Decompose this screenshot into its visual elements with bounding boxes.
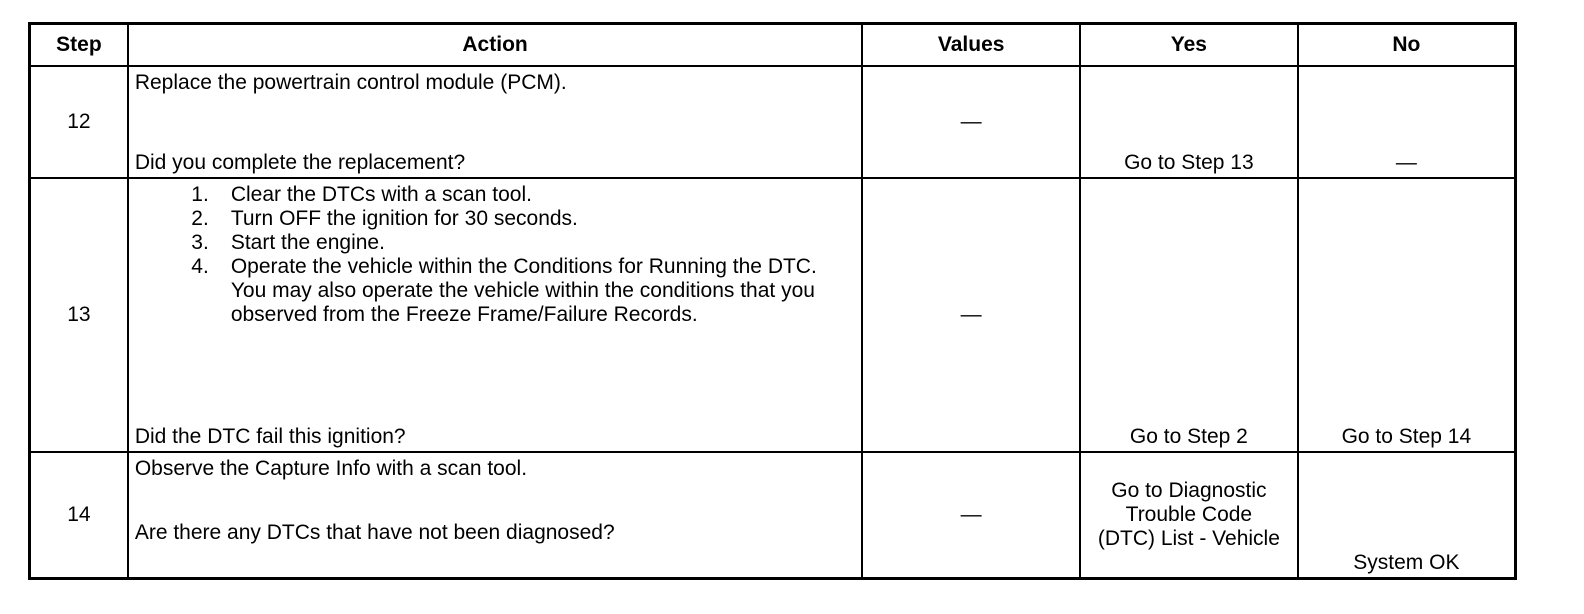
action-instruction: Replace the powertrain control module (PCM). bbox=[134, 71, 567, 94]
step-number: 14 bbox=[30, 452, 128, 579]
header-no: No bbox=[1298, 24, 1516, 67]
list-item: Clear the DTCs with a scan tool. bbox=[230, 183, 532, 206]
table-row bbox=[30, 66, 1516, 178]
step-number: 12 bbox=[30, 66, 128, 178]
header-values: Values bbox=[862, 24, 1080, 67]
no-cell: — bbox=[1298, 66, 1516, 178]
header-action: Action bbox=[128, 24, 862, 67]
header-row bbox=[30, 24, 1516, 67]
step-number: 13 bbox=[30, 178, 128, 452]
action-cell bbox=[128, 66, 862, 178]
yes-cell: Go to Step 13 bbox=[1080, 66, 1298, 178]
no-cell: Go to Step 14 bbox=[1298, 178, 1516, 452]
action-cell bbox=[128, 178, 862, 452]
header-step: Step bbox=[30, 24, 128, 67]
action-instruction: Observe the Capture Info with a scan tool. bbox=[134, 457, 528, 480]
list-item: Turn OFF the ignition for 30 seconds. bbox=[230, 207, 578, 230]
table-row bbox=[30, 178, 1516, 452]
values-cell: — bbox=[862, 452, 1080, 579]
action-question: Did you complete the replacement? bbox=[134, 151, 466, 174]
action-steps-list bbox=[135, 183, 855, 327]
list-item: Start the engine. bbox=[230, 231, 385, 254]
no-cell: System OK bbox=[1298, 452, 1516, 579]
action-question: Did the DTC fail this ignition? bbox=[134, 425, 406, 448]
diagnostic-table-container bbox=[28, 22, 1517, 580]
values-cell: — bbox=[862, 66, 1080, 178]
action-cell bbox=[128, 452, 862, 579]
diagnostic-table bbox=[28, 22, 1517, 580]
table-row bbox=[30, 452, 1516, 579]
list-item: Operate the vehicle within the Conditions for Running the DTC. You may also operate the vehicle within the conditions that you observed from the Freeze Frame/Failure Records. bbox=[230, 255, 817, 326]
yes-cell: Go to Diagnostic Trouble Code (DTC) List - Vehicle bbox=[1080, 452, 1298, 579]
header-yes: Yes bbox=[1080, 24, 1298, 67]
values-cell: — bbox=[862, 178, 1080, 452]
action-question: Are there any DTCs that have not been diagnosed? bbox=[134, 521, 615, 544]
yes-cell: Go to Step 2 bbox=[1080, 178, 1298, 452]
